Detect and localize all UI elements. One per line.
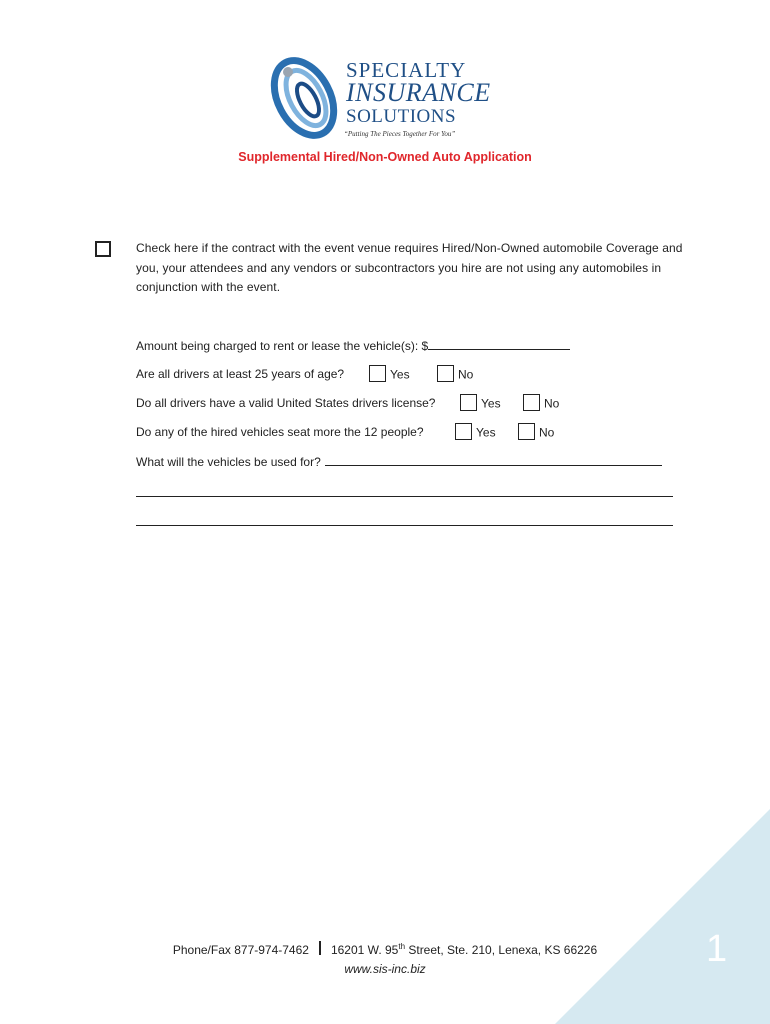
document-title: Supplemental Hired/Non-Owned Auto Application <box>238 150 532 164</box>
amount-label: Amount being charged to rent or lease the vehicle(s): $ <box>136 339 429 353</box>
footer-phone: Phone/Fax 877-974-7462 <box>172 943 309 957</box>
seats-yes-label: Yes <box>476 425 496 440</box>
seats-question-label: Do any of the hired vehicles seat more the 12 people? <box>136 425 424 439</box>
hnoa-required-checkbox[interactable] <box>95 241 111 257</box>
age-yes-label: Yes <box>390 367 410 382</box>
age-yes-option <box>369 367 410 384</box>
use-label: What will the vehicles be used for? <box>136 455 321 469</box>
page-number: 1 <box>706 928 728 970</box>
footer-address-suffix: th <box>398 942 406 951</box>
seats-no-option <box>518 425 554 442</box>
age-no-option <box>437 367 473 384</box>
amount-field[interactable] <box>428 338 570 350</box>
logo-text-solutions: SOLUTIONS <box>346 106 457 127</box>
license-no-option <box>523 396 559 413</box>
use-question <box>136 454 662 469</box>
logo-text-insurance: INSURANCE <box>346 78 491 107</box>
license-yes-label: Yes <box>481 396 501 411</box>
logo-tagline: “Putting The Pieces Together For You” <box>344 130 456 138</box>
footer-address-end: Street, Ste. 210, Lenexa, KS 66226 <box>405 943 598 957</box>
license-no-checkbox[interactable] <box>523 394 540 411</box>
intro-paragraph: Check here if the contract with the event venue requires Hired/Non-Owned automobile Coverage and you, your attendees and any vendors or subcontractors you hire are not using any automobiles in conjunction with the event. <box>136 241 683 294</box>
corner-decoration <box>555 809 770 1024</box>
footer-address-start: 16201 W. 95 <box>330 943 399 957</box>
company-logo <box>268 50 508 142</box>
use-field-line-2[interactable] <box>136 485 673 497</box>
seats-no-label: No <box>539 425 555 440</box>
license-yes-checkbox[interactable] <box>460 394 477 411</box>
swirl-logo-icon <box>268 50 348 142</box>
license-yes-option <box>460 396 501 413</box>
logo-text-specialty: SPECIALTY <box>346 58 467 82</box>
age-yes-checkbox[interactable] <box>369 365 386 382</box>
amount-question <box>136 338 570 353</box>
age-question-label: Are all drivers at least 25 years of age? <box>136 367 345 381</box>
seats-yes-checkbox[interactable] <box>455 423 472 440</box>
age-no-checkbox[interactable] <box>437 365 454 382</box>
footer-contact <box>0 941 770 957</box>
seats-no-checkbox[interactable] <box>518 423 535 440</box>
footer-separator <box>319 941 321 955</box>
license-no-label: No <box>544 396 560 411</box>
seats-yes-option <box>455 425 496 442</box>
footer-website[interactable]: www.sis-inc.biz <box>344 962 426 976</box>
use-field-line-1[interactable] <box>325 454 662 466</box>
age-no-label: No <box>458 367 474 382</box>
use-field-line-3[interactable] <box>136 514 673 526</box>
license-question-label: Do all drivers have a valid United States drivers license? <box>136 396 436 410</box>
